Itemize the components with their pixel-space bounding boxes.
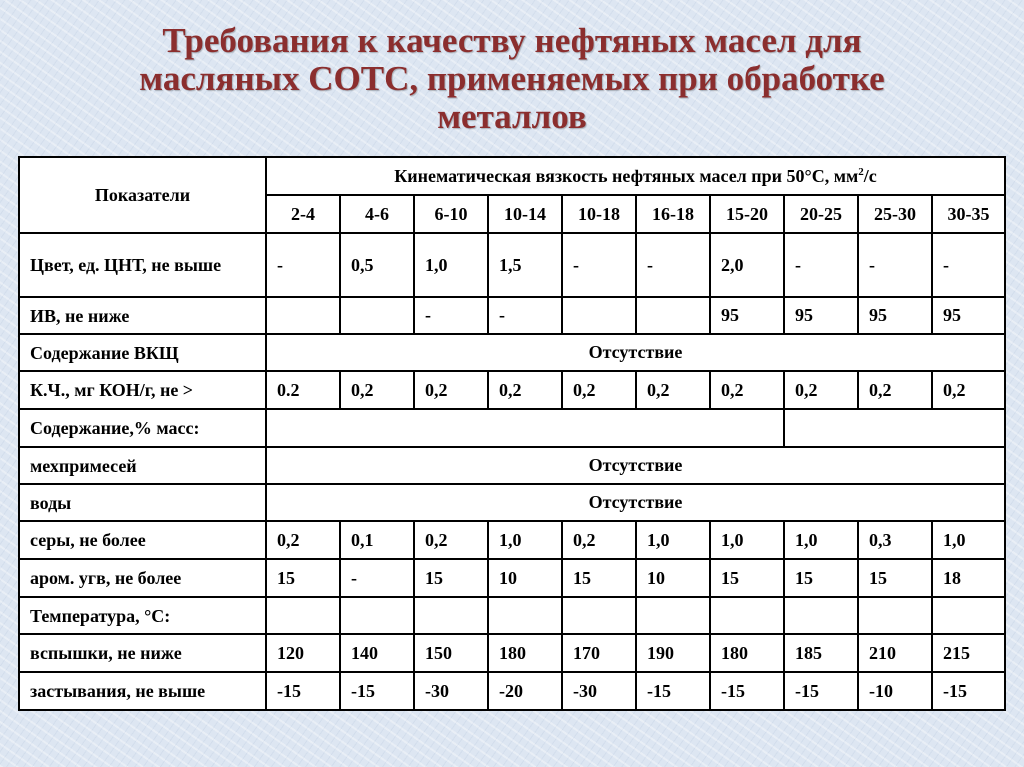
table-cell: 0.2 xyxy=(266,371,340,409)
range-header: 15-20 xyxy=(710,195,784,233)
empty-cell xyxy=(266,409,784,447)
range-header: 25-30 xyxy=(858,195,932,233)
table-cell: 0,2 xyxy=(710,371,784,409)
row-label: К.Ч., мг КОН/г, не > xyxy=(19,371,266,409)
empty-cell xyxy=(710,597,784,634)
table-cell: 1,0 xyxy=(488,521,562,559)
table-cell: 210 xyxy=(858,634,932,672)
table-cell: 15 xyxy=(414,559,488,597)
table-row xyxy=(19,371,1005,409)
empty-cell xyxy=(932,597,1005,634)
table-cell: 180 xyxy=(710,634,784,672)
table-cell: 180 xyxy=(488,634,562,672)
table-row xyxy=(19,634,1005,672)
table-cell: 0,2 xyxy=(266,521,340,559)
table-cell: 170 xyxy=(562,634,636,672)
row-label: аром. угв, не более xyxy=(19,559,266,597)
table-cell: 95 xyxy=(932,297,1005,334)
table-row xyxy=(19,597,1005,634)
table-cell: 15 xyxy=(710,559,784,597)
table-row xyxy=(19,409,1005,447)
table-cell: 150 xyxy=(414,634,488,672)
row-label: Цвет, ед. ЦНТ, не выше xyxy=(19,233,266,297)
range-header: 20-25 xyxy=(784,195,858,233)
table-cell: -30 xyxy=(414,672,488,710)
table-cell: 15 xyxy=(858,559,932,597)
table-row xyxy=(19,672,1005,710)
table-cell: -15 xyxy=(340,672,414,710)
table-cell xyxy=(562,297,636,334)
table-cell: 185 xyxy=(784,634,858,672)
table-row xyxy=(19,559,1005,597)
table-cell: 1,0 xyxy=(932,521,1005,559)
table-cell: 0,2 xyxy=(636,371,710,409)
table-cell: 1,0 xyxy=(414,233,488,297)
table-cell: 1,0 xyxy=(636,521,710,559)
table-cell: 0,5 xyxy=(340,233,414,297)
table-cell: 0,2 xyxy=(784,371,858,409)
table-cell: - xyxy=(858,233,932,297)
table-cell: 15 xyxy=(784,559,858,597)
table-cell: - xyxy=(266,233,340,297)
row-label: Температура, °С: xyxy=(19,597,266,634)
empty-cell xyxy=(266,597,340,634)
table-cell: 0,2 xyxy=(562,521,636,559)
table-cell: -30 xyxy=(562,672,636,710)
table-cell xyxy=(340,297,414,334)
row-label: Содержание ВКЩ xyxy=(19,334,266,371)
table-cell: -15 xyxy=(784,672,858,710)
table-row xyxy=(19,484,1005,521)
table-cell: 1,0 xyxy=(784,521,858,559)
table-cell: -20 xyxy=(488,672,562,710)
row-label: Содержание,% масс: xyxy=(19,409,266,447)
table-cell: 120 xyxy=(266,634,340,672)
empty-cell xyxy=(488,597,562,634)
table-row xyxy=(19,521,1005,559)
row-label: мехпримесей xyxy=(19,447,266,484)
empty-cell xyxy=(636,597,710,634)
range-header: 2-4 xyxy=(266,195,340,233)
table-cell: - xyxy=(932,233,1005,297)
merged-cell: Отсутствие xyxy=(266,334,1005,371)
merged-cell: Отсутствие xyxy=(266,447,1005,484)
table-cell: 18 xyxy=(932,559,1005,597)
table-cell: 140 xyxy=(340,634,414,672)
table-cell: 0,2 xyxy=(932,371,1005,409)
table-cell: 10 xyxy=(488,559,562,597)
row-label: застывания, не выше xyxy=(19,672,266,710)
table-cell: -15 xyxy=(266,672,340,710)
table-cell: 10 xyxy=(636,559,710,597)
table-cell: 190 xyxy=(636,634,710,672)
table-cell: - xyxy=(488,297,562,334)
table-cell: 215 xyxy=(932,634,1005,672)
range-header: 10-18 xyxy=(562,195,636,233)
table-cell: 0,2 xyxy=(562,371,636,409)
table-cell: 15 xyxy=(266,559,340,597)
table-cell xyxy=(266,297,340,334)
table-cell: 0,2 xyxy=(414,371,488,409)
table-cell: 0,1 xyxy=(340,521,414,559)
row-label: воды xyxy=(19,484,266,521)
row-label: ИВ, не ниже xyxy=(19,297,266,334)
table-cell: 95 xyxy=(784,297,858,334)
viscosity-header xyxy=(266,157,1005,195)
empty-cell xyxy=(562,597,636,634)
empty-cell xyxy=(340,597,414,634)
viscosity-header-text: Кинематическая вязкость нефтяных масел при 50°С, мм xyxy=(394,165,859,186)
table-cell: 0,2 xyxy=(414,521,488,559)
row-label: серы, не более xyxy=(19,521,266,559)
table-cell: 0,2 xyxy=(858,371,932,409)
viscosity-header-sup: 2 xyxy=(858,165,864,178)
range-header: 4-6 xyxy=(340,195,414,233)
table-cell: 95 xyxy=(710,297,784,334)
table-cell: -10 xyxy=(858,672,932,710)
table-cell: 1,0 xyxy=(710,521,784,559)
range-header: 6-10 xyxy=(414,195,488,233)
table-cell xyxy=(636,297,710,334)
range-header: 10-14 xyxy=(488,195,562,233)
title-line-2: масляных СОТС, применяемых при обработке xyxy=(139,59,885,98)
range-header: 30-35 xyxy=(932,195,1005,233)
table-row xyxy=(19,447,1005,484)
table-cell: 15 xyxy=(562,559,636,597)
table-cell: -15 xyxy=(932,672,1005,710)
table-row xyxy=(19,233,1005,297)
table-cell: - xyxy=(414,297,488,334)
table-cell: 1,5 xyxy=(488,233,562,297)
table-cell: -15 xyxy=(636,672,710,710)
table-cell: 0,2 xyxy=(340,371,414,409)
range-header: 16-18 xyxy=(636,195,710,233)
empty-cell xyxy=(784,597,858,634)
viscosity-header-unit: /с xyxy=(863,165,877,186)
indicators-header: Показатели xyxy=(19,157,266,233)
table-cell: 2,0 xyxy=(710,233,784,297)
oil-requirements-table xyxy=(18,156,1006,711)
table-cell: - xyxy=(340,559,414,597)
title-line-3: металлов xyxy=(437,97,587,136)
table-cell: 0,3 xyxy=(858,521,932,559)
page-title xyxy=(0,22,1024,136)
merged-cell: Отсутствие xyxy=(266,484,1005,521)
table-row xyxy=(19,297,1005,334)
title-line-1: Требования к качеству нефтяных масел для xyxy=(162,21,862,60)
empty-cell xyxy=(414,597,488,634)
row-label: вспышки, не ниже xyxy=(19,634,266,672)
table-cell: - xyxy=(636,233,710,297)
empty-cell xyxy=(784,409,1005,447)
table-cell: -15 xyxy=(710,672,784,710)
table-row xyxy=(19,334,1005,371)
empty-cell xyxy=(858,597,932,634)
table-cell: - xyxy=(562,233,636,297)
table-cell: - xyxy=(784,233,858,297)
table-cell: 0,2 xyxy=(488,371,562,409)
table-cell: 95 xyxy=(858,297,932,334)
